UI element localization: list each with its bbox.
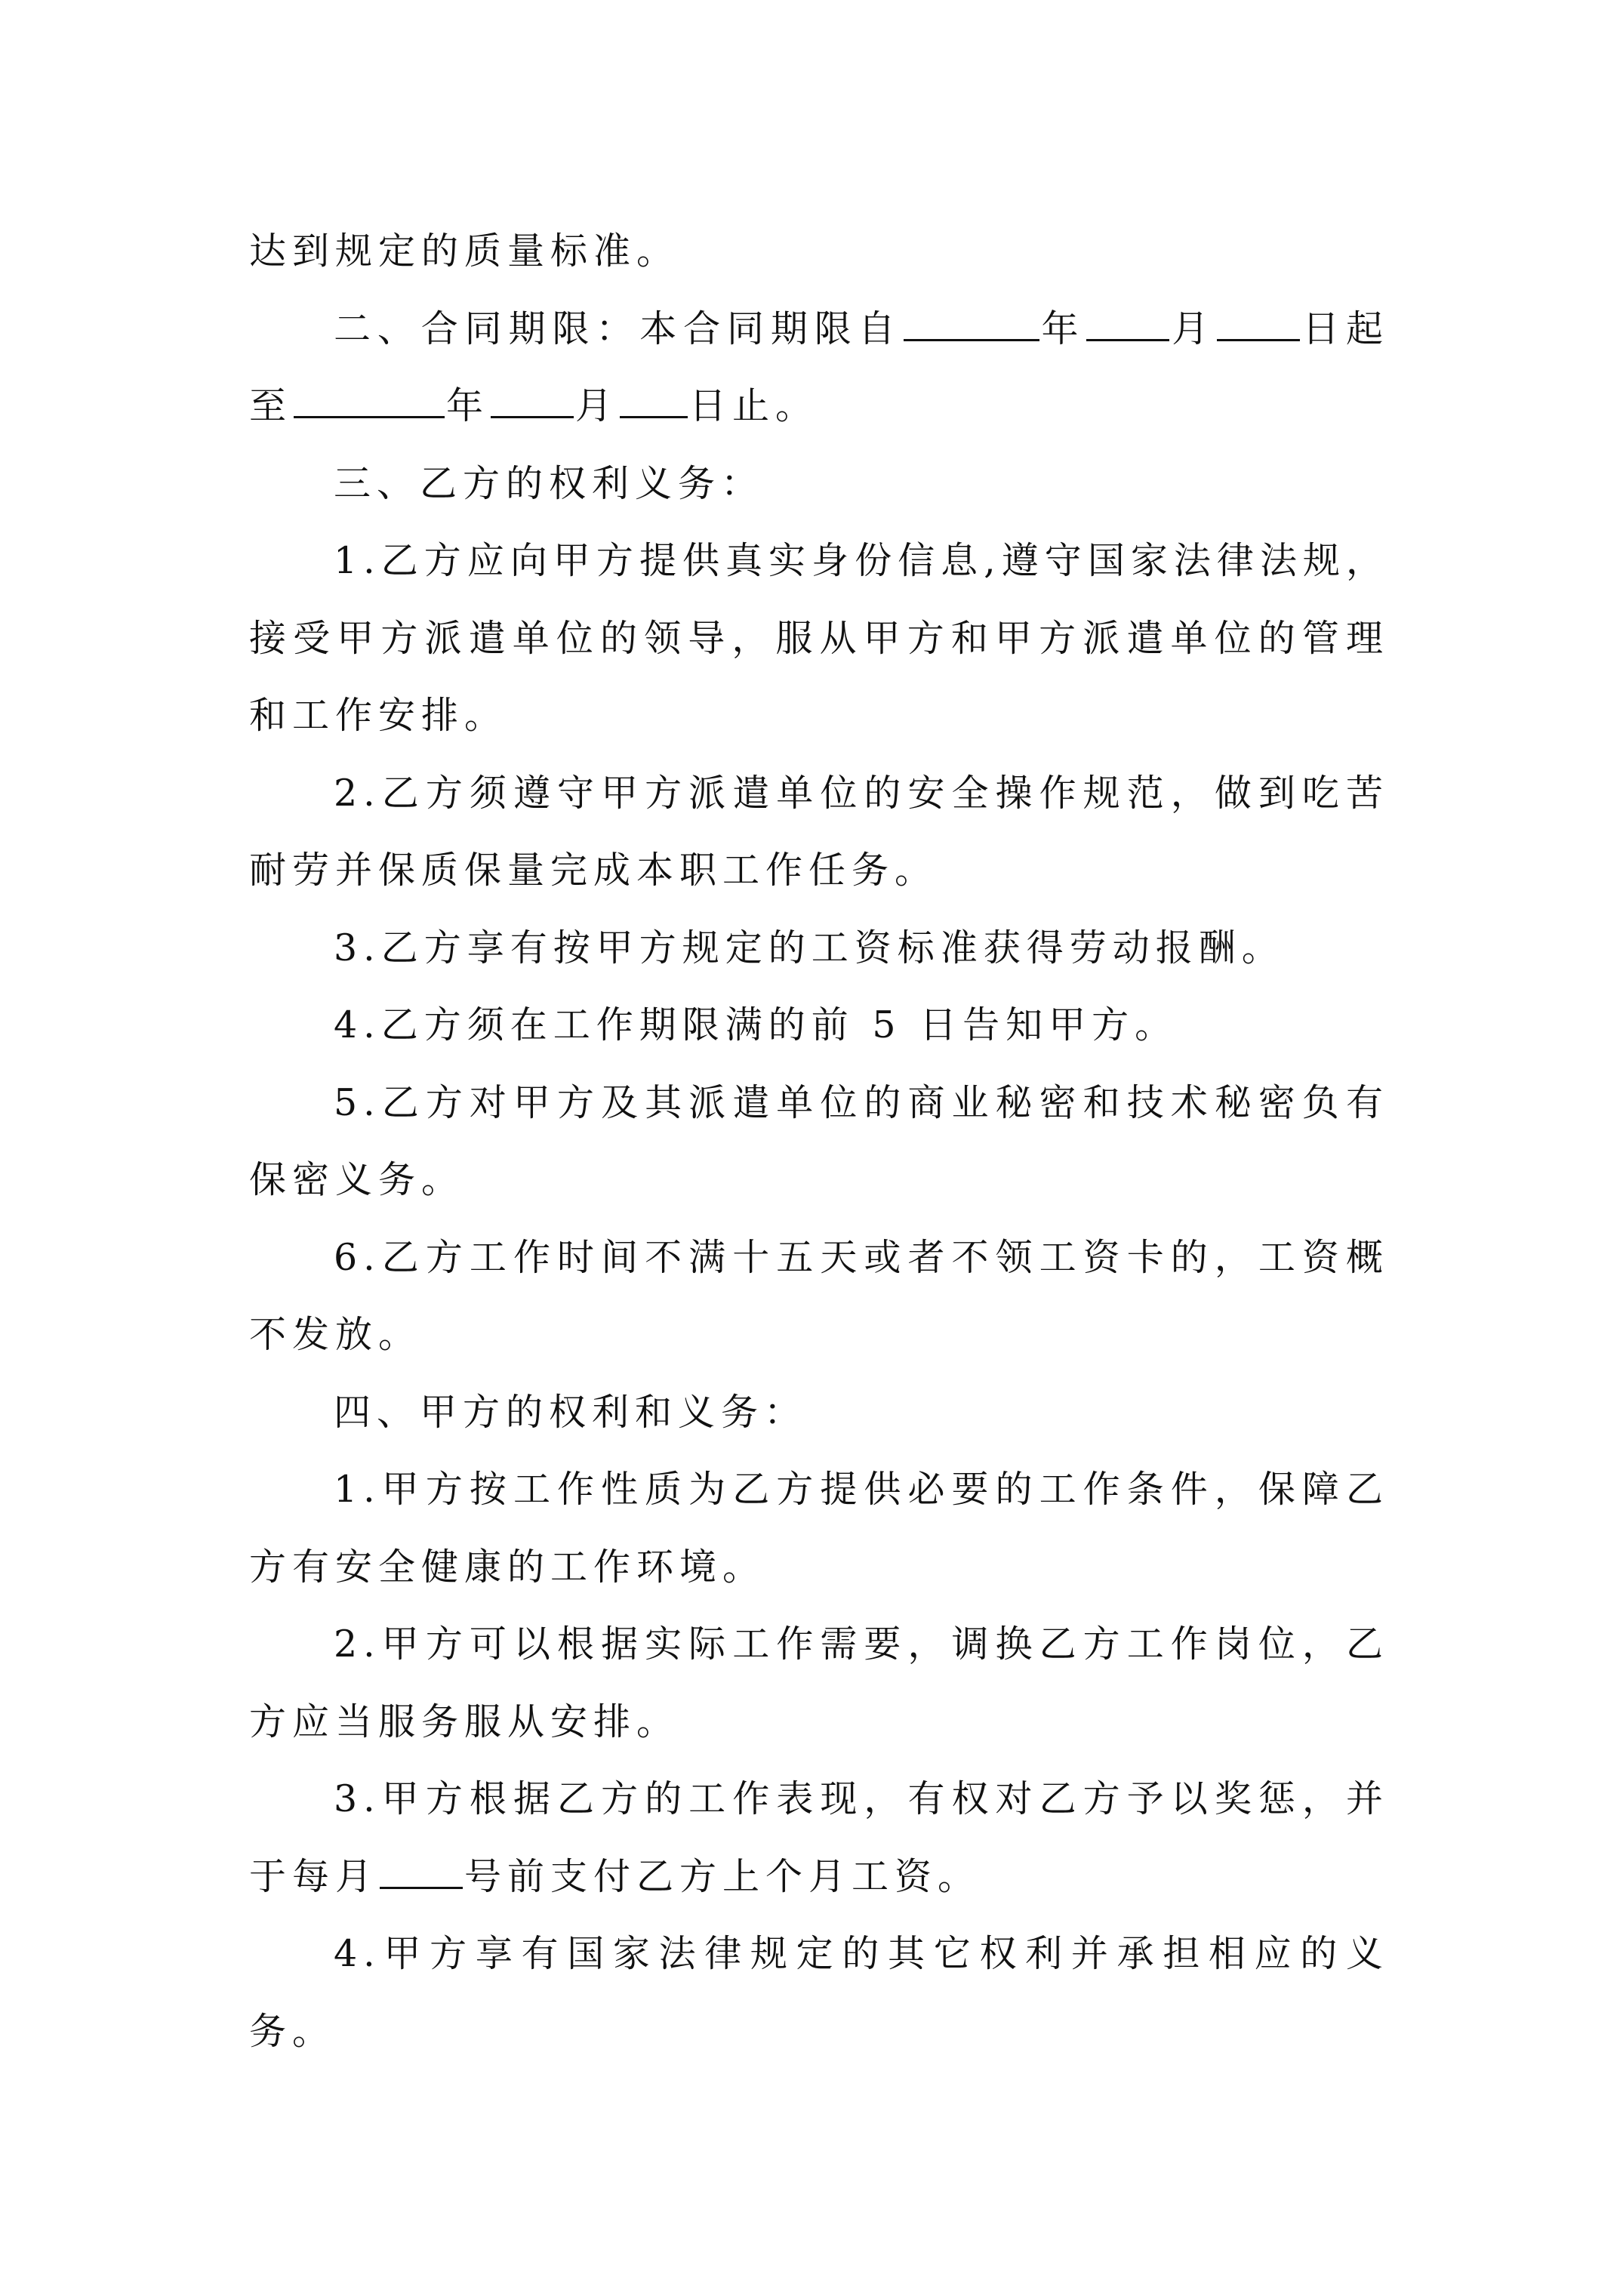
paragraph-party-a-item-4: 4.甲方享有国家法律规定的其它权利并承担相应的义务。	[249, 1932, 1389, 2053]
paragraph-party-b-item-3: 3.乙方享有按甲方规定的工资标准获得劳动报酬。	[334, 926, 1285, 969]
paragraph-party-b-item-4: 4.乙方须在工作期限满的前 5 日告知甲方。	[334, 1003, 1178, 1046]
document-body	[249, 213, 1389, 2070]
paragraph-party-b-item-2: 2.乙方须遵守甲方派遣单位的安全操作规范，做到吃苦耐劳并保质保量完成本职工作任务。	[249, 771, 1389, 892]
end-day-blank[interactable]	[620, 380, 688, 418]
end-month-blank[interactable]	[491, 380, 574, 418]
start-month-label: 月	[1171, 307, 1216, 350]
end-day-label: 日止。	[689, 384, 819, 427]
paragraph-party-b-item-5: 5.乙方对甲方及其派遣单位的商业秘密和技术秘密负有保密义务。	[249, 1080, 1389, 1201]
paragraph-contract-term	[249, 291, 1389, 445]
contract-term-intro: 二、合同期限：本合同期限自	[334, 307, 902, 350]
paragraph-party-a-item-1: 1.甲方按工作性质为乙方提供必要的工作条件，保障乙方有安全健康的工作环境。	[249, 1468, 1389, 1589]
start-year-label: 年	[1040, 307, 1086, 350]
paragraph-party-b-item-6: 6.乙方工作时间不满十五天或者不领工资卡的，工资概不发放。	[249, 1235, 1389, 1356]
end-month-label: 月	[575, 384, 619, 427]
heading-party-a-rights: 四、甲方的权利和义务：	[334, 1390, 808, 1434]
to-label: 至	[249, 384, 293, 427]
end-year-label: 年	[446, 384, 490, 427]
paragraph-quality-standard: 达到规定的质量标准。	[249, 230, 680, 273]
start-day-label: 日起	[1301, 307, 1389, 350]
paragraph-party-b-item-1: 1.乙方应向甲方提供真实身份信息,遵守国家法律法规，接受甲方派遣单位的领导，服从甲方和甲方派遣单位的管理和工作安排。	[249, 539, 1389, 737]
party-a-item-3-before: 3.甲方根据乙方的工作表现，有权对乙方予以奖惩，并于每月	[249, 1777, 1389, 1898]
pay-day-blank[interactable]	[380, 1851, 463, 1889]
start-day-blank[interactable]	[1217, 303, 1300, 341]
paragraph-party-a-item-3	[249, 1761, 1389, 1915]
party-a-item-3-after: 号前支付乙方上个月工资。	[464, 1854, 981, 1898]
start-month-blank[interactable]	[1086, 303, 1169, 341]
heading-party-b-rights: 三、乙方的权利义务：	[334, 461, 765, 505]
end-year-blank[interactable]	[294, 380, 445, 418]
paragraph-party-a-item-2: 2.甲方可以根据实际工作需要，调换乙方工作岗位，乙方应当服务服从安排。	[249, 1623, 1389, 1743]
start-year-blank[interactable]	[904, 303, 1039, 341]
